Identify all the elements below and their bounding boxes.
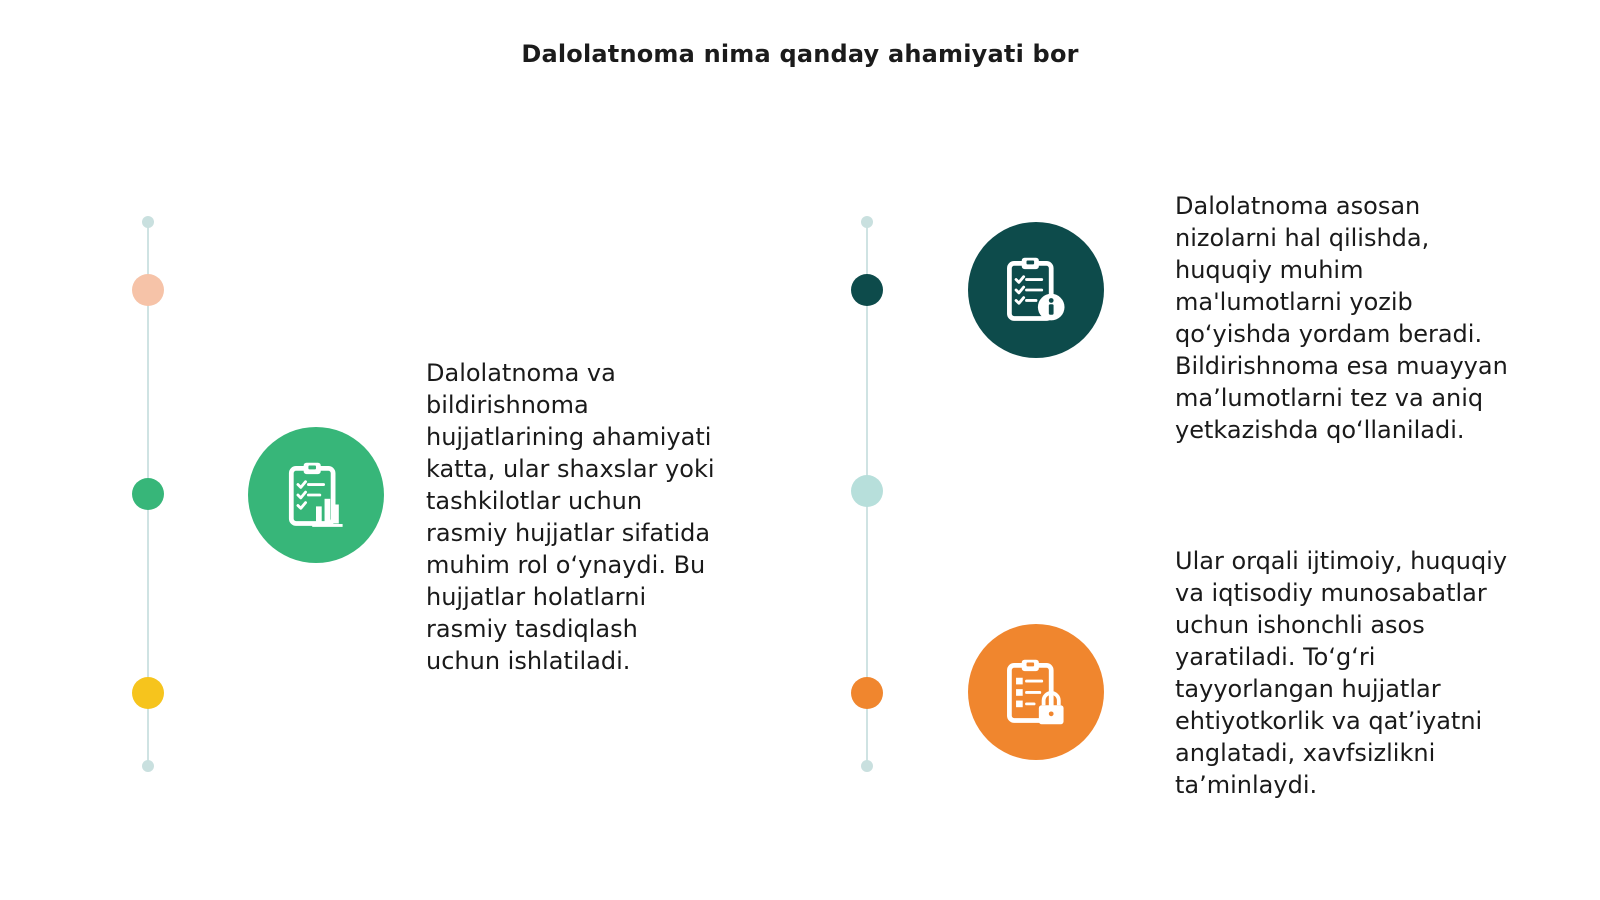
right-timeline-top-cap: [861, 216, 873, 228]
right-timeline-bottom-cap: [861, 760, 873, 772]
right-top-description: Dalolatnoma asosan nizolarni hal qilishda, huquqiy muhim ma'lumotlarni yozib qo‘yishda yordam beradi. Bildirishnoma esa muayyan ma’lumotlarni tez va aniq yetkazishda qo‘llaniladi.: [1175, 192, 1508, 444]
clipboard-info-icon: [968, 222, 1104, 358]
right-bottom-description: Ular orqali ijtimoiy, huquqiy va iqtisodiy munosabatlar uchun ishonchli asos yaratiladi. To‘g‘ri tayyorlangan hujjatlar ehtiyotkorlik va qat’iyatni anglatadi, xavfsizlikni ta’minlaydi.: [1175, 547, 1508, 799]
right-timeline-dot-dark-teal: [851, 274, 883, 306]
clipboard-chart-icon: [248, 427, 384, 563]
left-timeline-dot-yellow: [132, 677, 164, 709]
clipboard-lock-icon: [968, 624, 1104, 760]
page-title: Dalolatnoma nima qanday ahamiyati bor: [521, 40, 1079, 68]
left-timeline-dot-green: [132, 478, 164, 510]
right-timeline-dot-light-teal: [851, 475, 883, 507]
left-timeline-dot-peach: [132, 274, 164, 306]
left-description: Dalolatnoma va bildirishnoma hujjatlarining ahamiyati katta, ular shaxslar yoki tashkilotlar uchun rasmiy hujjatlar sifatida muhim rol o‘ynaydi. Bu hujjatlar holatlarni rasmiy tasdiqlash uchun ishlatiladi.: [426, 359, 715, 675]
right-timeline-dot-orange: [851, 677, 883, 709]
left-timeline-bottom-cap: [142, 760, 154, 772]
left-timeline-top-cap: [142, 216, 154, 228]
